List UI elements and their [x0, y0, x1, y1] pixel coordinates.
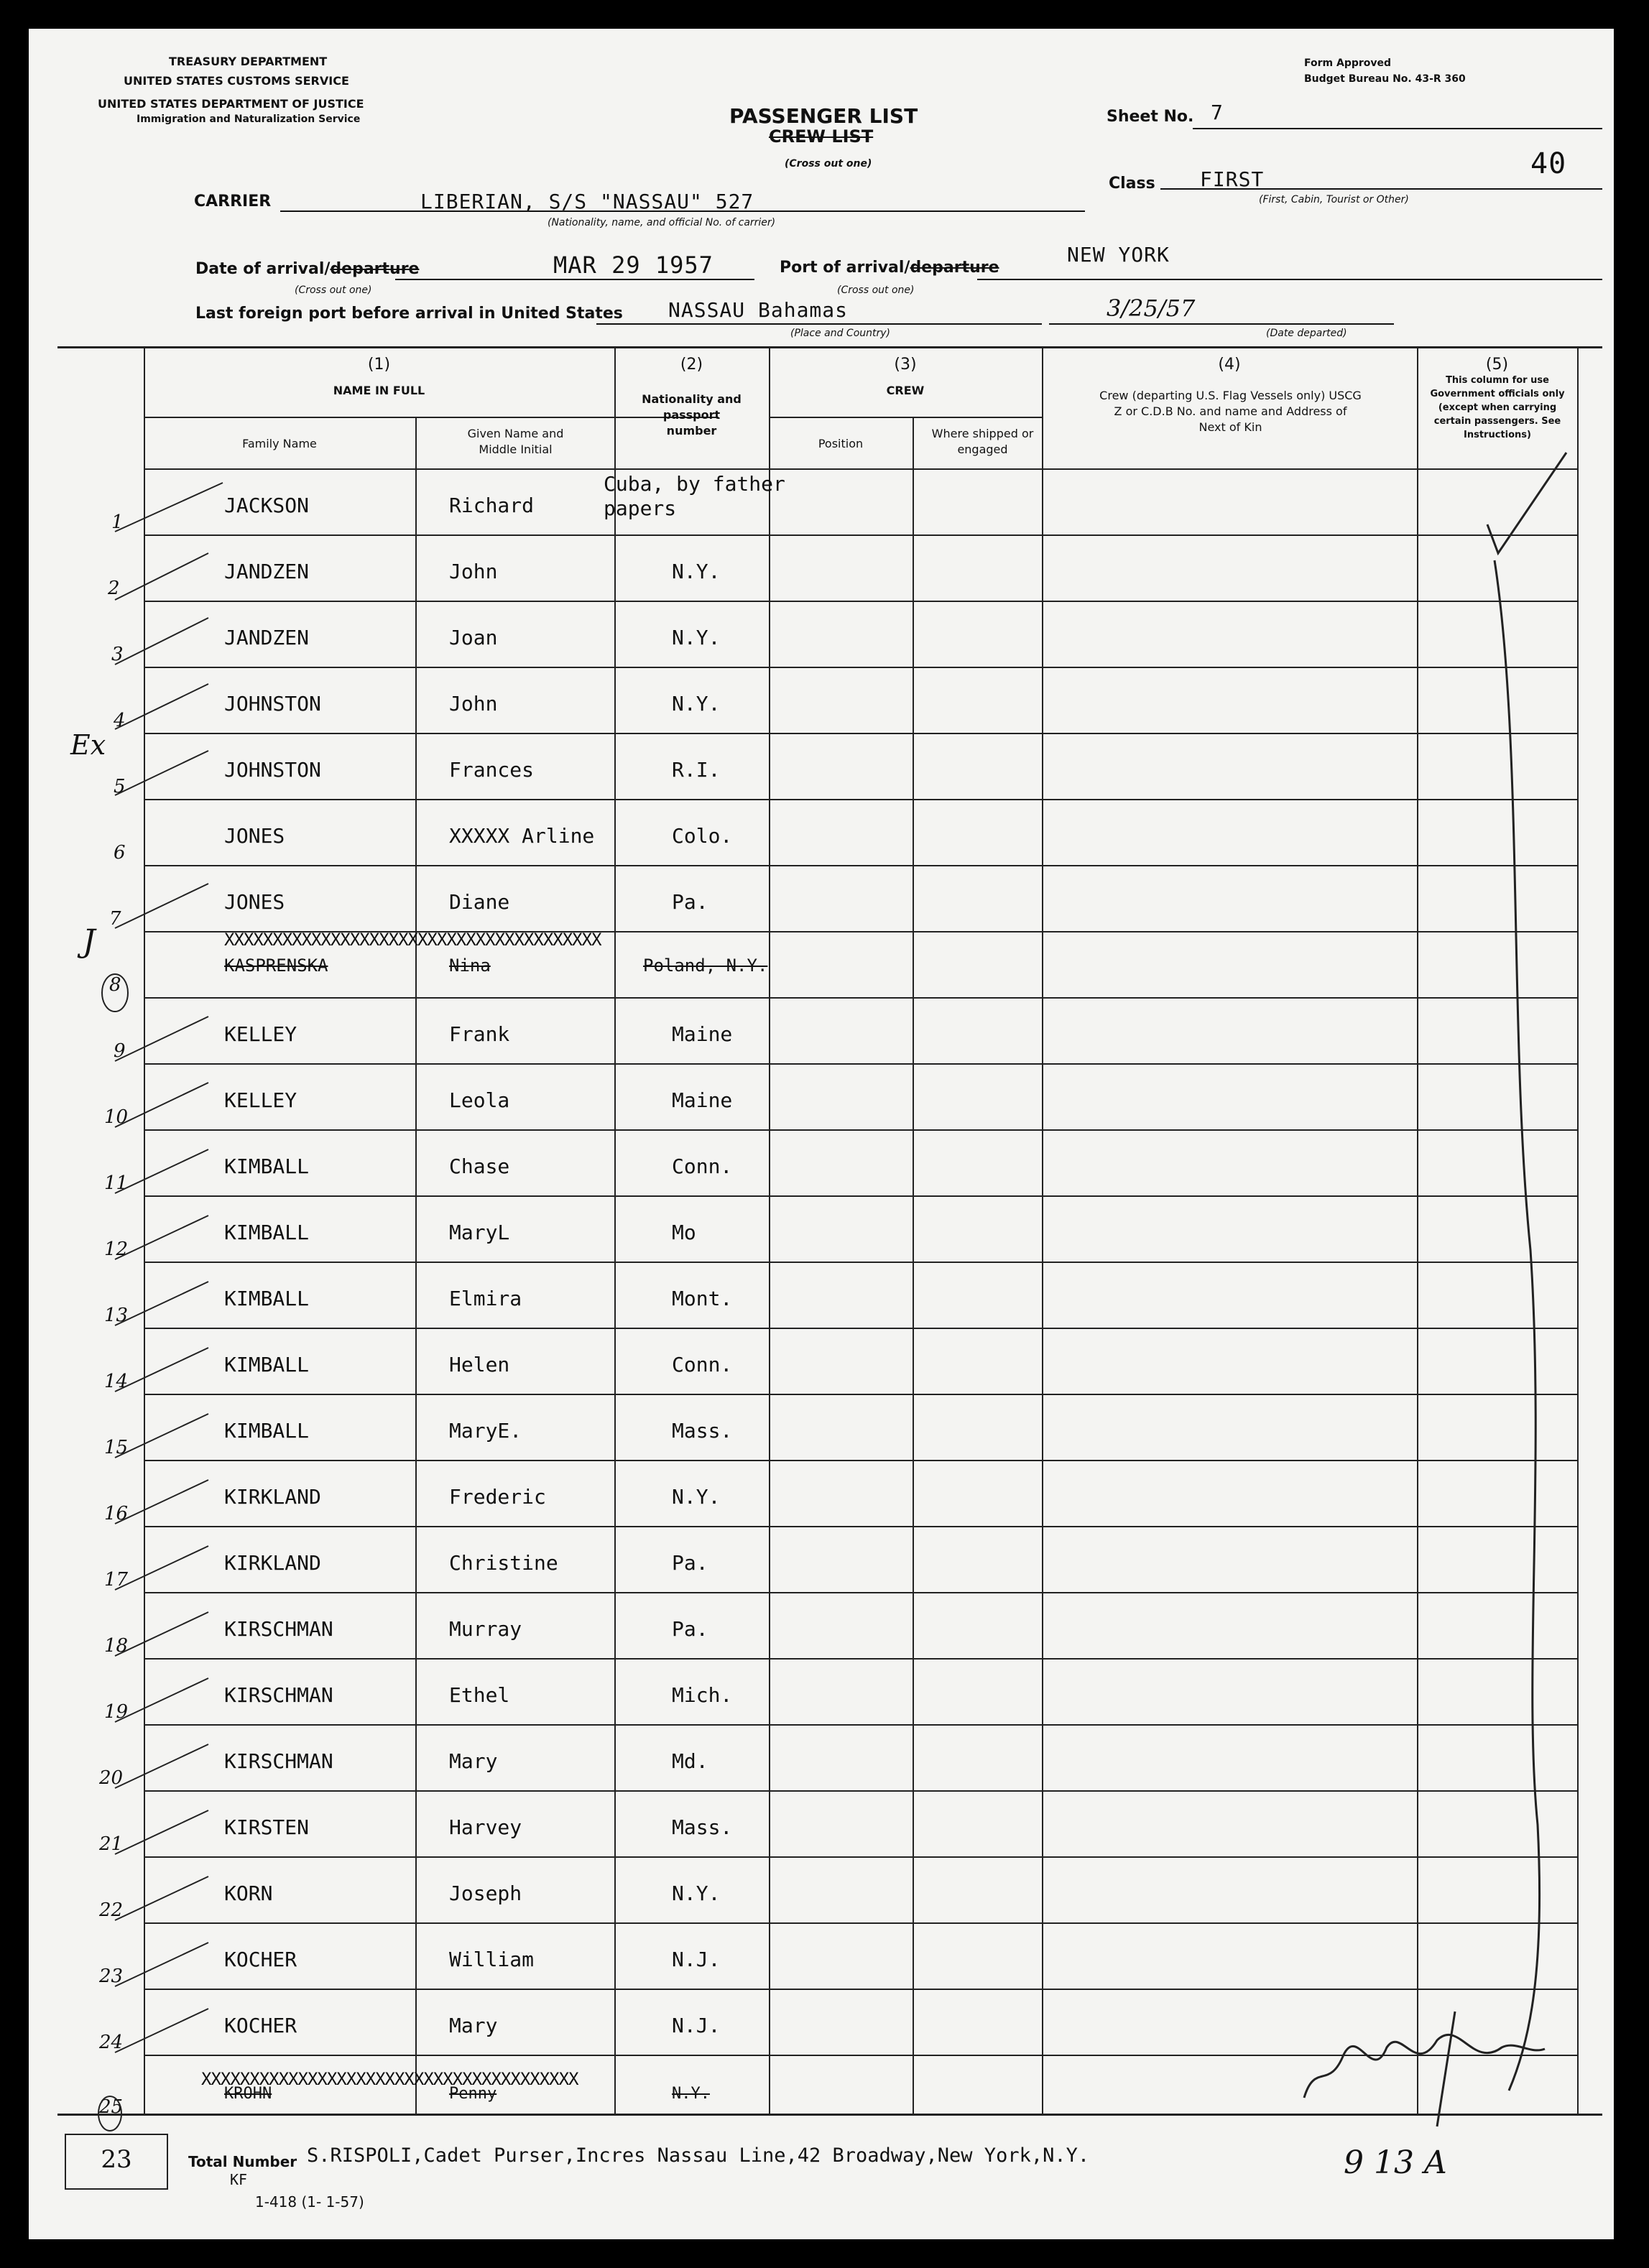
- circle-mark: [98, 2096, 124, 2131]
- tick-mark: [115, 1744, 208, 1788]
- circle-mark: [102, 974, 128, 1012]
- given-name: William: [449, 1948, 535, 1971]
- given-name: Ethel: [449, 1683, 510, 1707]
- family-name: JANDZEN: [224, 560, 310, 583]
- family-name: KIMBALL: [224, 1419, 310, 1443]
- family-name: JANDZEN: [224, 626, 310, 649]
- row-number: 1: [111, 512, 124, 533]
- col1a-header: Family Name: [242, 437, 317, 450]
- carrier-label: CARRIER: [194, 193, 272, 210]
- margin-note-j: J: [83, 923, 96, 960]
- row-number: 2: [108, 578, 120, 599]
- margin-note-ex: Ex: [70, 729, 106, 761]
- col1-title: NAME IN FULL: [333, 384, 425, 397]
- row-number: 14: [104, 1371, 129, 1392]
- family-name: KELLEY: [224, 1022, 297, 1046]
- tick-mark: [115, 1810, 208, 1854]
- family-name: KIRSCHMAN: [224, 1683, 333, 1707]
- nationality: Conn.: [672, 1154, 733, 1178]
- given-name: Leola: [449, 1088, 510, 1112]
- row-number: 21: [99, 1833, 124, 1855]
- tick-mark: [115, 1149, 208, 1193]
- row-number: 9: [114, 1040, 126, 1062]
- col2-title: Nationality and passport number: [642, 392, 742, 438]
- last-port-label: Last foreign port before arrival in United States: [195, 305, 623, 323]
- given-name: John: [449, 560, 498, 583]
- row-number: 19: [104, 1701, 129, 1723]
- given-name: Frederic: [449, 1485, 546, 1509]
- col3b-header: Where shipped or engaged: [931, 427, 1034, 456]
- handwritten-marks: [29, 29, 1614, 2239]
- given-name: Murray: [449, 1617, 522, 1641]
- col1b-header: Given Name and Middle Initial: [467, 427, 564, 456]
- row-number: 6: [114, 842, 126, 864]
- handwritten-date: 9 13 A: [1344, 2144, 1447, 2181]
- col3-number: (3): [894, 356, 917, 374]
- total-number-label: Total Number: [188, 2153, 297, 2170]
- given-name: XXXXX Arline: [449, 824, 595, 848]
- family-name: KELLEY: [224, 1088, 297, 1112]
- arrival-date-label: Date of arrival/departure: [195, 260, 420, 278]
- family-name: KOCHER: [224, 2014, 297, 2037]
- title-cross-out-hint: (Cross out one): [785, 158, 872, 170]
- tick-mark: [115, 1612, 208, 1656]
- initials-kf: KF: [230, 2171, 248, 2188]
- class-value: FIRST: [1200, 167, 1265, 191]
- nationality: Maine: [672, 1088, 733, 1112]
- col5-title: This column for use Government officials only (except when carrying certain passengers. See Instructions): [1430, 375, 1565, 440]
- given-name: Chase: [449, 1154, 510, 1178]
- date-departed-hint: (Date departed): [1266, 328, 1347, 339]
- given-name: Mary: [449, 2014, 498, 2037]
- tick-mark: [115, 884, 208, 928]
- sheet-number: 7: [1211, 101, 1224, 124]
- nationality: Pa.: [672, 1617, 708, 1641]
- tick-mark: [115, 1282, 208, 1325]
- nationality: Md.: [672, 1749, 708, 1773]
- tick-mark: [115, 553, 208, 600]
- tick-mark: [115, 1943, 208, 1986]
- given-name: Frank: [449, 1022, 510, 1046]
- nationality: N.Y.: [672, 2085, 710, 2103]
- row-number: 4: [114, 710, 126, 731]
- budget-bureau: Budget Bureau No. 43-R 360: [1304, 73, 1466, 85]
- form-title-struck: CREW LIST: [769, 126, 874, 147]
- family-name: KIMBALL: [224, 1287, 310, 1310]
- given-name: Harvey: [449, 1815, 522, 1839]
- given-name: Frances: [449, 758, 535, 782]
- given-name: MaryL: [449, 1221, 510, 1244]
- col4-title: Crew (departing U.S. Flag Vessels only) USCG Z or C.D.B No. and name and Address of Next of Kin: [1099, 389, 1362, 434]
- class-label: Class: [1109, 175, 1155, 193]
- arrival-port-value: NEW YORK: [1067, 243, 1170, 267]
- family-name: KIRSTEN: [224, 1815, 310, 1839]
- tick-mark: [115, 2009, 208, 2052]
- struck-line: XXXXXXXXXXXXXXXXXXXXXXXXXXXXXXXXXXXXXXX: [201, 2069, 578, 2089]
- family-name: KIMBALL: [224, 1154, 310, 1178]
- row-number: 7: [109, 908, 121, 930]
- tick-mark: [115, 1678, 208, 1722]
- family-name: KIRSCHMAN: [224, 1617, 333, 1641]
- row-number: 25: [99, 2096, 124, 2118]
- row-number: 16: [104, 1503, 129, 1524]
- col3-title: CREW: [886, 384, 925, 397]
- date-departed: 3/25/57: [1107, 295, 1196, 322]
- vertical-stroke: [1495, 560, 1540, 2091]
- tick-mark: [115, 1017, 208, 1061]
- nationality: Mass.: [672, 1815, 733, 1839]
- row-number: 11: [104, 1172, 129, 1194]
- row-number: 17: [104, 1569, 129, 1591]
- given-name: Joan: [449, 626, 498, 649]
- family-name: KIMBALL: [224, 1221, 310, 1244]
- tick-mark: [115, 1216, 208, 1259]
- nationality: Poland, N.Y.: [643, 955, 768, 976]
- family-name: JACKSON: [224, 494, 310, 517]
- nationality: N.Y.: [672, 692, 721, 716]
- given-name: Joseph: [449, 1881, 522, 1905]
- nationality: Mo: [672, 1221, 696, 1244]
- arrival-date-hint: (Cross out one): [295, 284, 372, 296]
- given-name: Helen: [449, 1353, 510, 1376]
- family-name: JONES: [224, 890, 285, 914]
- given-name: Mary: [449, 1749, 498, 1773]
- nationality: N.J.: [672, 2014, 721, 2037]
- given-name: Nina: [449, 955, 491, 976]
- row-number: 8: [109, 974, 121, 996]
- last-port-hint: (Place and Country): [790, 328, 891, 339]
- signature-stroke: [1437, 2012, 1455, 2126]
- arrival-port-label: Port of arrival/departure: [780, 259, 999, 277]
- tick-mark: [115, 483, 223, 532]
- tick-mark: [115, 1546, 208, 1590]
- total-number: 23: [101, 2145, 132, 2174]
- nationality: N.Y.: [672, 1881, 721, 1905]
- tick-mark: [115, 751, 208, 795]
- given-name: Richard: [449, 494, 535, 517]
- nationality: Maine: [672, 1022, 733, 1046]
- family-name: JOHNSTON: [224, 692, 321, 716]
- nationality: Colo.: [672, 824, 733, 848]
- row-number: 24: [99, 2032, 124, 2053]
- purser-signature-line: S.RISPOLI,Cadet Purser,Incres Nassau Line,42 Broadway,New York,N.Y.: [307, 2144, 1090, 2167]
- row-number: 15: [104, 1437, 129, 1458]
- nationality: N.J.: [672, 1948, 721, 1971]
- document-page: [29, 29, 1614, 2239]
- family-name: KIRKLAND: [224, 1551, 321, 1575]
- col3a-header: Position: [818, 437, 864, 450]
- row-number: 13: [104, 1305, 129, 1326]
- row-number: 10: [104, 1106, 129, 1128]
- row-number: 22: [99, 1899, 124, 1921]
- given-name: MaryE.: [449, 1419, 522, 1443]
- col5-number: (5): [1485, 356, 1509, 374]
- tick-mark: [115, 1480, 208, 1524]
- given-name: Penny: [449, 2085, 497, 2103]
- check-mark: [1487, 453, 1566, 553]
- nationality: Mich.: [672, 1683, 733, 1707]
- nationality: Pa.: [672, 890, 708, 914]
- row-number: 5: [114, 776, 126, 797]
- family-name: KROHN: [224, 2085, 272, 2103]
- family-name: JOHNSTON: [224, 758, 321, 782]
- nationality: N.Y.: [672, 626, 721, 649]
- last-port-value: NASSAU Bahamas: [668, 298, 849, 322]
- family-name: KOCHER: [224, 1948, 297, 1971]
- row-number: 18: [104, 1635, 129, 1657]
- arrival-date-value: MAR 29 1957: [553, 251, 713, 279]
- given-name: Elmira: [449, 1287, 522, 1310]
- given-name: Diane: [449, 890, 510, 914]
- form-number: 1-418 (1- 1-57): [255, 2193, 364, 2211]
- given-name: John: [449, 692, 498, 716]
- nationality: Mont.: [672, 1287, 733, 1310]
- family-name: JONES: [224, 824, 285, 848]
- family-name: KORN: [224, 1881, 273, 1905]
- tick-mark: [115, 684, 208, 729]
- family-name: KIRKLAND: [224, 1485, 321, 1509]
- col2-number: (2): [680, 356, 703, 374]
- page-count: 40: [1530, 147, 1567, 180]
- given-name: Christine: [449, 1551, 558, 1575]
- form-approved: Form Approved: [1304, 57, 1392, 69]
- nationality: Cuba, by father papers: [604, 472, 785, 520]
- nationality: Conn.: [672, 1353, 733, 1376]
- tick-mark: [115, 618, 208, 665]
- family-name: KIRSCHMAN: [224, 1749, 333, 1773]
- carrier-hint: (Nationality, name, and official No. of carrier): [548, 217, 776, 228]
- row-number: 20: [99, 1767, 124, 1789]
- col1-number: (1): [367, 356, 391, 374]
- family-name: KASPRENSKA: [224, 955, 328, 976]
- row-number: 12: [104, 1239, 129, 1260]
- agency-treasury: TREASURY DEPARTMENT: [169, 55, 328, 68]
- row-number: 23: [99, 1966, 124, 1987]
- class-hint: (First, Cabin, Tourist or Other): [1259, 194, 1409, 205]
- carrier-value: LIBERIAN, S/S "NASSAU" 527: [420, 190, 754, 213]
- agency-customs: UNITED STATES CUSTOMS SERVICE: [124, 74, 349, 88]
- tick-mark: [115, 1414, 208, 1458]
- tick-mark: [115, 1348, 208, 1392]
- nationality: Mass.: [672, 1419, 733, 1443]
- total-number-box: [65, 2134, 168, 2190]
- form-title: PASSENGER LIST: [729, 104, 918, 128]
- nationality: N.Y.: [672, 1485, 721, 1509]
- nationality: Pa.: [672, 1551, 708, 1575]
- struck-line: XXXXXXXXXXXXXXXXXXXXXXXXXXXXXXXXXXXXXXX: [224, 930, 601, 950]
- col4-number: (4): [1218, 356, 1241, 374]
- sheet-label: Sheet No.: [1107, 108, 1194, 126]
- arrival-port-hint: (Cross out one): [837, 284, 915, 296]
- agency-ins: Immigration and Naturalization Service: [137, 114, 361, 125]
- family-name: KIMBALL: [224, 1353, 310, 1376]
- row-number: 3: [111, 644, 124, 665]
- agency-justice: UNITED STATES DEPARTMENT OF JUSTICE: [98, 97, 364, 111]
- tick-mark: [115, 1876, 208, 1920]
- tick-mark: [115, 1083, 208, 1127]
- nationality: R.I.: [672, 758, 721, 782]
- nationality: N.Y.: [672, 560, 721, 583]
